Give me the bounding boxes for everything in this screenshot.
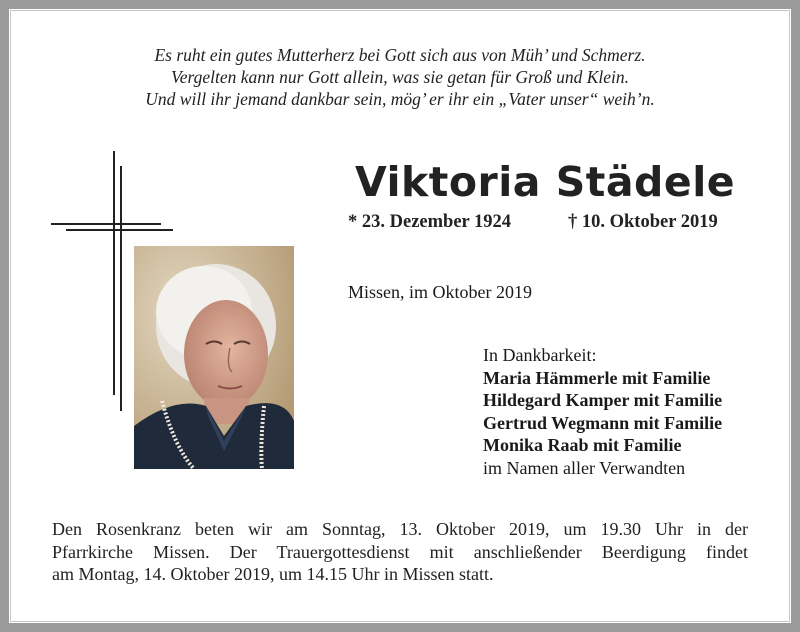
thanks-closing: im Namen aller Verwandten <box>483 457 686 478</box>
place-and-date: Missen, im Oktober 2019 <box>348 282 532 302</box>
portrait-photo <box>134 246 294 469</box>
poem-line: Es ruht ein gutes Mutterherz bei Gott sich aus von Müh’ und Schmerz. <box>154 45 646 65</box>
footer-line: am Montag, 14. Oktober 2019, um 14.15 Uhr in Missen statt. <box>52 564 494 584</box>
footer-line: Den Rosenkranz beten wir am Sonntag, 13. Oktober 2019, um 19.30 Uhr in der <box>52 519 748 539</box>
death-date: † 10. Oktober 2019 <box>568 212 718 232</box>
thanks-intro: In Dankbarkeit: <box>483 345 597 365</box>
family-entry: Maria Hämmerle mit Familie <box>483 367 711 388</box>
family-entry: Monika Raab mit Familie <box>483 435 682 455</box>
family-entry: Hildegard Kamper mit Familie <box>483 390 723 410</box>
family-entry: Gertrud Wegmann mit Familie <box>483 412 723 433</box>
poem-line: Und will ihr jemand dankbar sein, mög’ er ihr ein „Vater unser“ weih’n. <box>145 89 655 109</box>
poem-line: Vergelten kann nur Gott allein, was sie getan für Groß und Klein. <box>170 67 630 87</box>
footer-line: Pfarrkirche Missen. Der Trauergottesdienst mit anschließender Beerdigung findet <box>52 541 748 562</box>
deceased-name: Viktoria Städele <box>354 158 736 206</box>
service-announcement <box>52 518 748 586</box>
memorial-poem <box>40 44 760 110</box>
thanks-block <box>483 344 722 479</box>
birth-date: * 23. Dezember 1924 <box>348 212 512 232</box>
